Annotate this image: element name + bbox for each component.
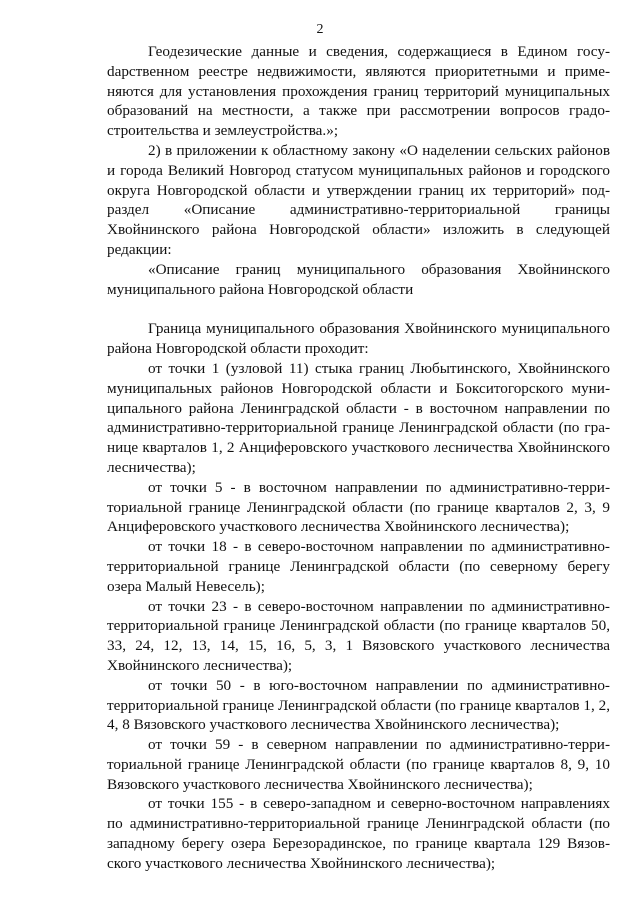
paragraph-point-23: от точки 23 - в северо-восточном направлении по административно-территориальной границе Ленинградской области (по границе кварталов 50, 33, 24, 12, 13, 14, 15, 16, 5, 3, 1 Вязовского участкового лесничества Хвойнинского лесничества); [107, 597, 610, 674]
paragraph-boundary-intro: Граница муниципального образования Хвойнинского муниципального района Новгородской области проходит: [107, 320, 610, 358]
paragraph-section-heading: «Описание границ муниципального образования Хвойнинского муниципального района Новгородской области [107, 260, 610, 298]
paragraph-point-5: от точки 5 - в восточном направлении по административно-территориальной границе Ленинградской области (по границе кварталов 2, 3, 9 Анциферовского участкового лесничества Хвойнинского лесничества); [107, 478, 610, 536]
page-number: 2 [316, 22, 324, 37]
paragraph-point-155: от точки 155 - в северо-западном и северно-восточном направлениях по административно-территориальной границе Ленинградской области (по западному берегу озера Березорадинское, по границе квартала 129 Вязовского участкового лесничества Хвойнинского лесничества); [107, 795, 610, 872]
paragraph-amendment-2: 2) в приложении к областному закону «О наделении сельских районов и города Великий Новгород статусом муниципальных районов и городского округа Новгородской области и утверждении границ их территорий» подраздел «Описание административно-территориальной границы Хвойнинского района Новгородской области» изложить в следующей редакции: [107, 141, 610, 258]
paragraph-point-18: от точки 18 - в северо-восточном направлении по административно-территориальной границе Ленинградской области (по северному берегу озера Малый Невесель); [107, 538, 610, 595]
paragraph-point-59: от точки 59 - в северном направлении по административно-территориальной границе Ленинградской области (по границе кварталов 8, 9, 10 Вязовского участкового лесничества Хвойнинского лесничества); [107, 736, 610, 793]
document-body [107, 42, 610, 874]
paragraph-point-1: от точки 1 (узловой 11) стыка границ Любытинского, Хвойнинского муниципальных районов Новгородской области и Бокситогорского муниципального района Ленинградской области - в восточном направлении по административно-территориальной границе Ленинградской области (по границе кварталов 1, 2 Анциферовского участкового лесничества Хвойнинского лесничества); [107, 359, 610, 476]
paragraph-geodetic-data: Геодезические данные и сведения, содержащиеся в Едином госуdарственном реестре недвижимости, являются приоритетными и применяются для установления прохождения границ территорий муниципальных образований на местности, а также при рассмотрении вопросов градостроительства и землеустройства.»; [107, 43, 610, 140]
paragraph-point-50: от точки 50 - в юго-восточном направлении по административно-территориальной границе Ленинградской области (по границе кварталов 1, 2, 4, 8 Вязовского участкового лесничества Хвойнинского лесничества); [107, 676, 610, 734]
